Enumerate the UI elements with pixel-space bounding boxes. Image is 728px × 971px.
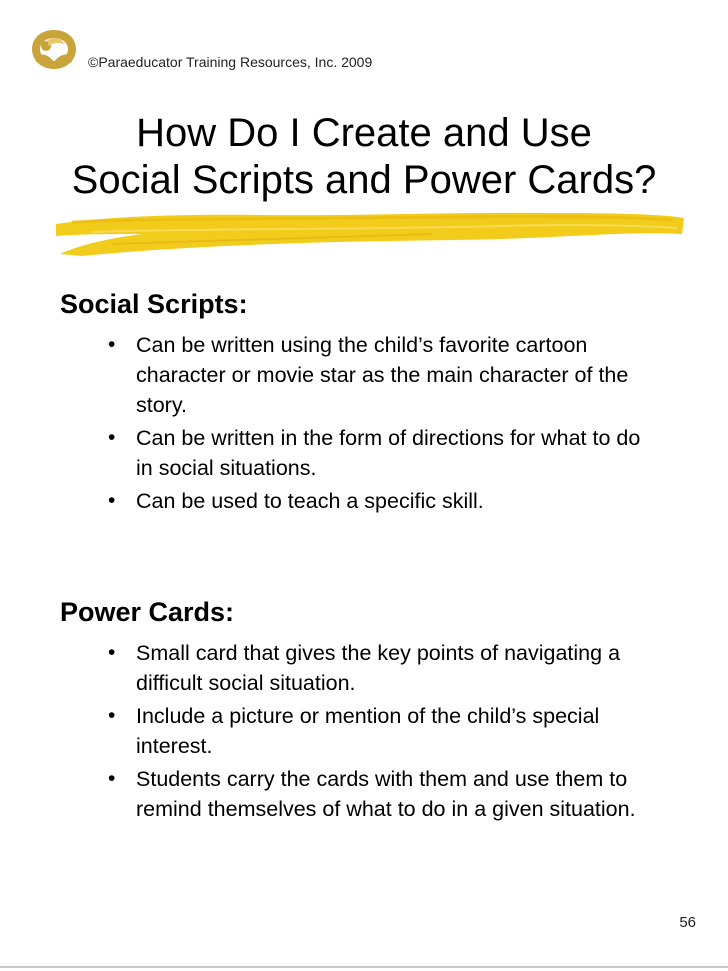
list-item-text: Can be written using the child’s favorite cartoon character or movie star as the main character of the story. (136, 333, 629, 417)
bullet-list (60, 638, 700, 824)
bullet-icon: • (108, 641, 116, 664)
bottom-divider (0, 966, 728, 968)
title-line-1: How Do I Create and Use (136, 111, 592, 155)
slide-title (0, 110, 728, 204)
list-item-text: Small card that gives the key points of navigating a difficult social situation. (136, 641, 621, 695)
title-line-2: Social Scripts and Power Cards? (71, 158, 657, 202)
bullet-list (60, 330, 700, 516)
list-item (60, 423, 656, 483)
list-item-text: Students carry the cards with them and use them to remind themselves of what to do in a given situation. (136, 767, 636, 821)
bullet-icon: • (108, 333, 116, 356)
bullet-icon: • (108, 767, 116, 790)
bullet-icon: • (108, 704, 116, 727)
paraeducator-logo-icon (28, 26, 80, 72)
list-item (60, 486, 656, 516)
title-highlight-stroke (52, 204, 688, 264)
power-cards-section (60, 596, 700, 827)
list-item (60, 701, 656, 761)
section-heading: Social Scripts: (60, 289, 248, 319)
list-item (60, 764, 656, 824)
section-heading: Power Cards: (60, 597, 235, 627)
bullet-icon: • (108, 489, 116, 512)
page-number: 56 (679, 914, 696, 931)
list-item (60, 330, 656, 420)
list-item-text: Can be written in the form of directions for what to do in social situations. (136, 426, 641, 480)
list-item-text: Include a picture or mention of the child’s special interest. (136, 704, 600, 758)
social-scripts-section (60, 288, 700, 519)
bullet-icon: • (108, 426, 116, 449)
copyright-notice: ©Paraeducator Training Resources, Inc. 2009 (88, 54, 373, 70)
list-item-text: Can be used to teach a specific skill. (136, 489, 484, 513)
list-item (60, 638, 656, 698)
